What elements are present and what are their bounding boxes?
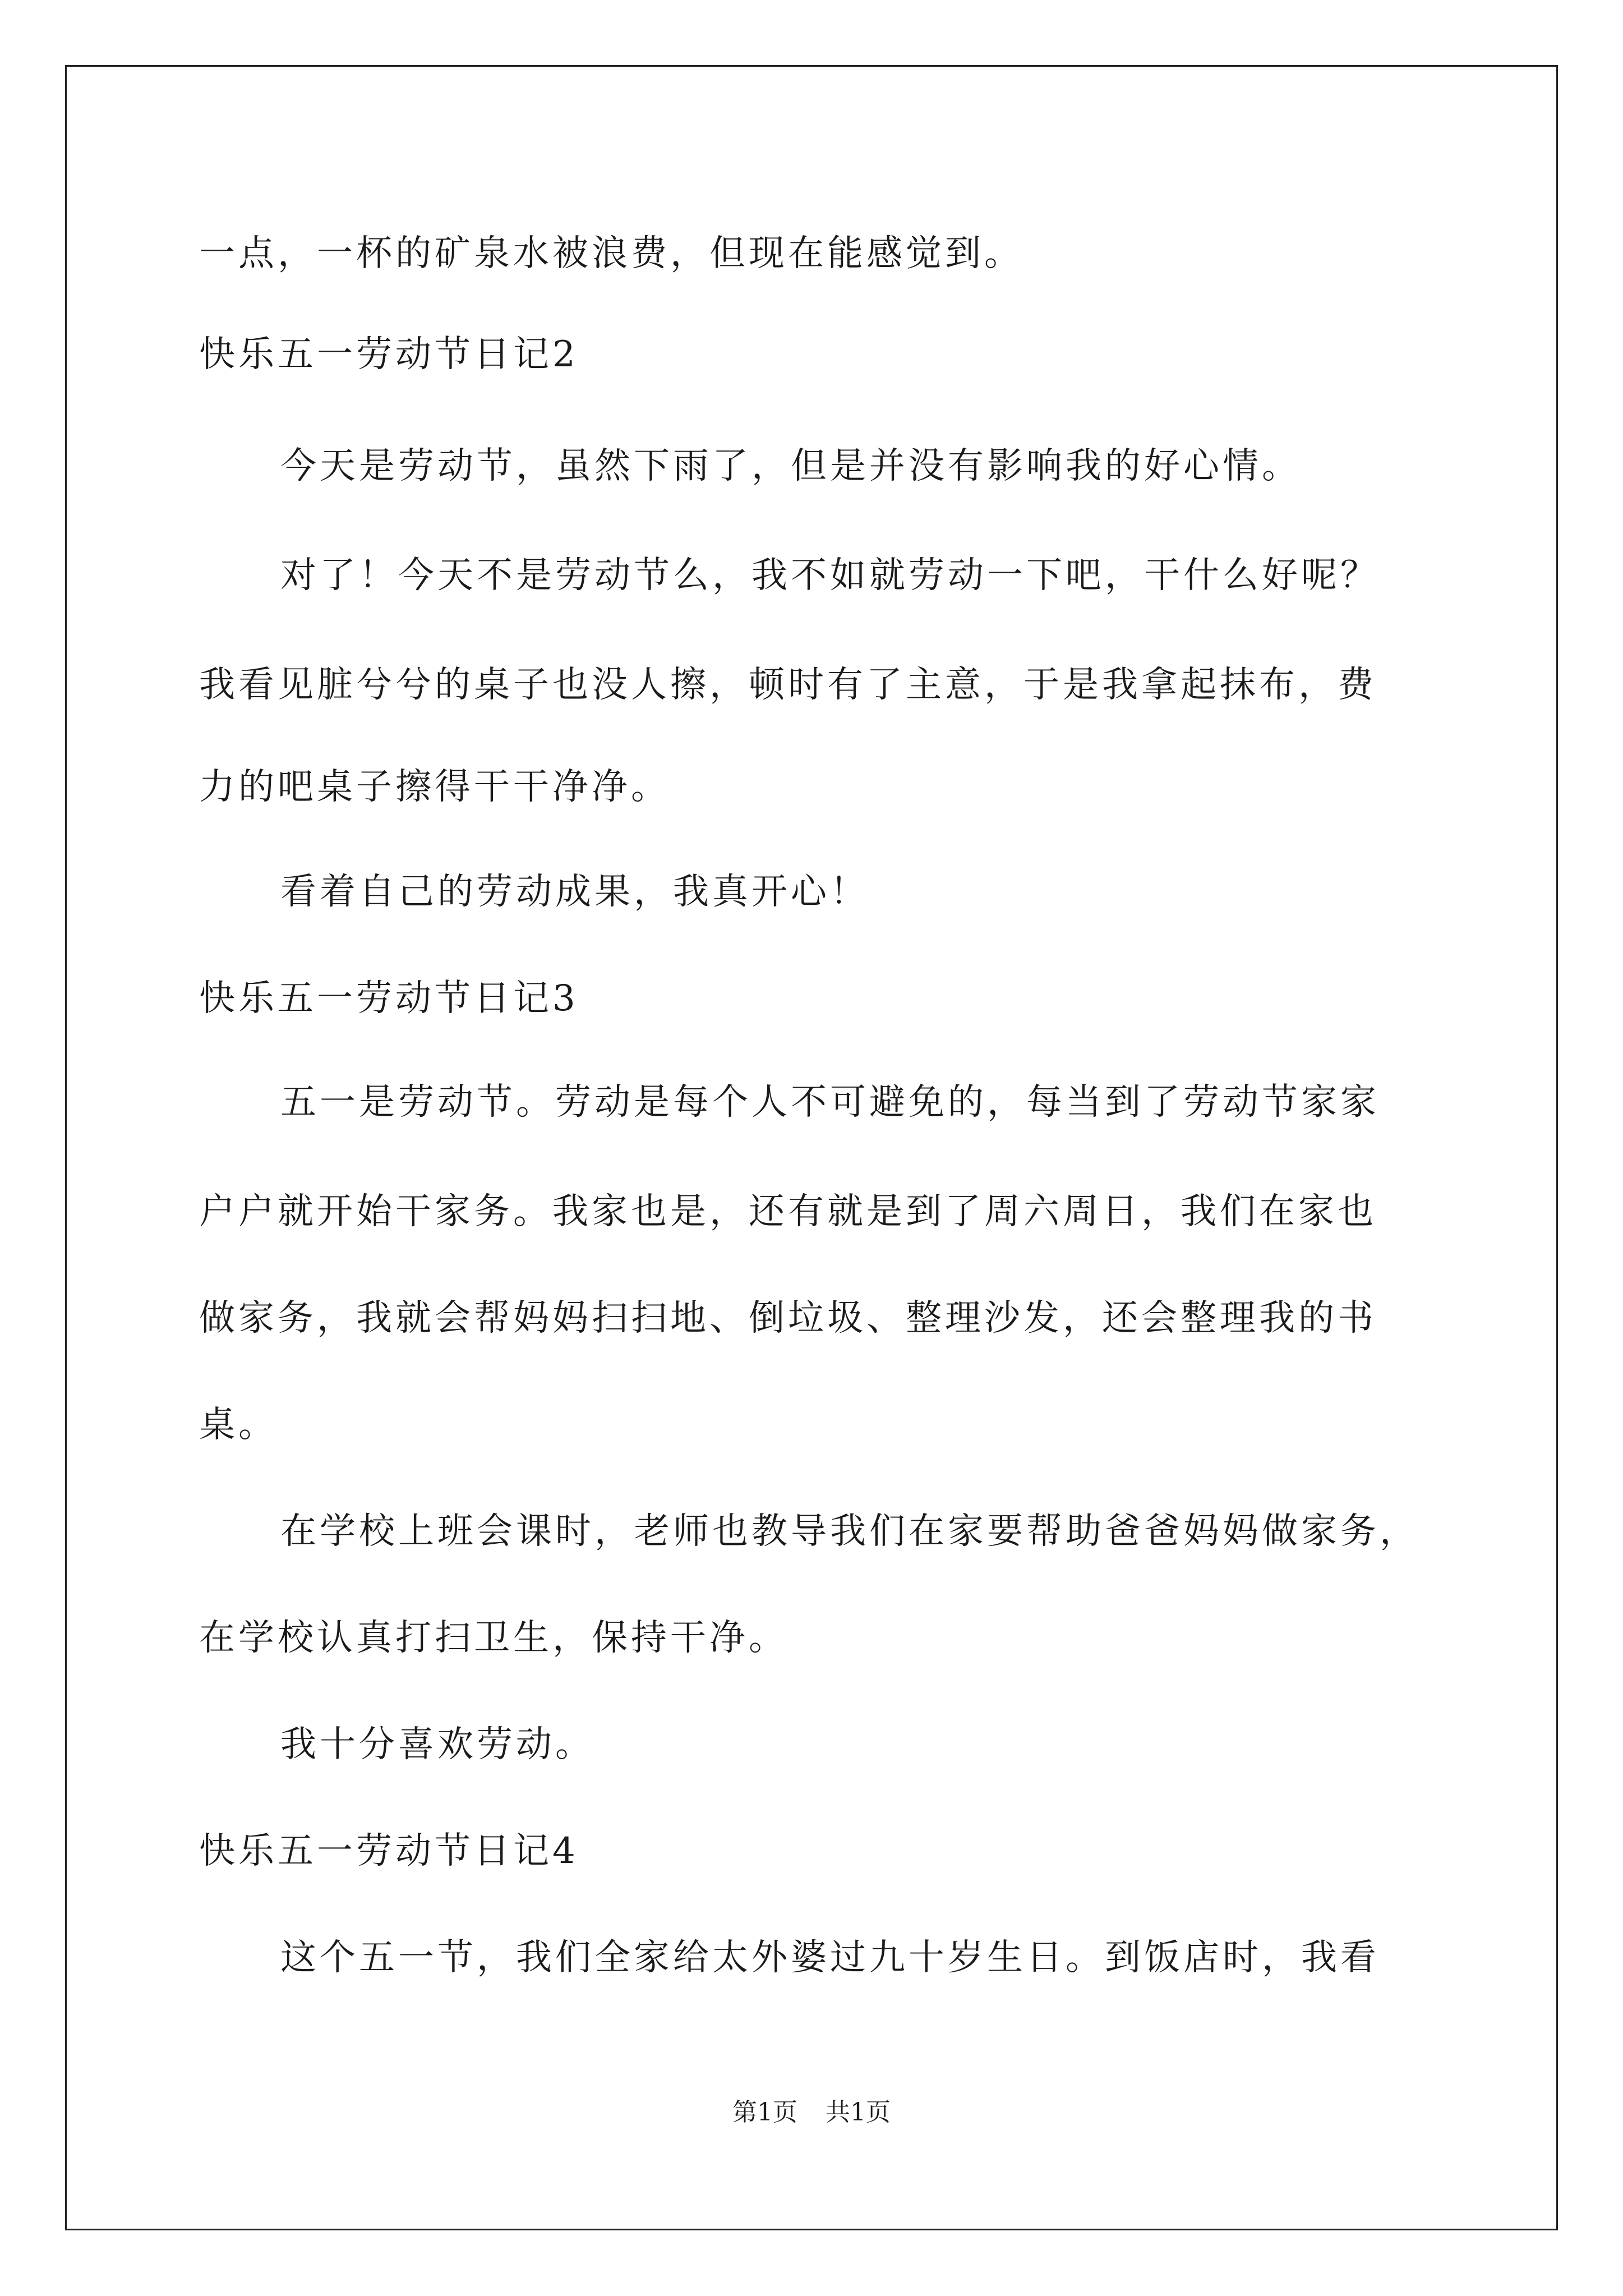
section-heading: 快乐五一劳动节日记3 <box>199 978 579 1019</box>
paragraph-line: 在学校上班会课时，老师也教导我们在家要帮助爸爸妈妈做家务， <box>280 1511 1419 1552</box>
section-heading: 快乐五一劳动节日记2 <box>199 334 579 375</box>
page-total: 共1页 <box>826 2098 891 2127</box>
paragraph-line: 做家务，我就会帮妈妈扫扫地、倒垃圾、整理沙发，还会整理我的书 <box>199 1297 1377 1339</box>
paragraph-line: 在学校认真打扫卫生，保持干净。 <box>199 1617 788 1659</box>
page-number: 第1页 <box>732 2098 797 2127</box>
paragraph-line: 我十分喜欢劳动。 <box>280 1724 594 1765</box>
section-heading: 快乐五一劳动节日记4 <box>199 1830 579 1872</box>
paragraph-line: 我看见脏兮兮的桌子也没人擦，顿时有了主意，于是我拿起抹布，费 <box>199 664 1377 706</box>
paragraph-line: 对了！今天不是劳动节么，我不如就劳动一下吧，干什么好呢？ <box>280 555 1380 596</box>
paragraph-line: 这个五一节，我们全家给太外婆过九十岁生日。到饭店时，我看 <box>280 1937 1380 1978</box>
paragraph-line: 户户就开始干家务。我家也是，还有就是到了周六周日，我们在家也 <box>199 1191 1377 1232</box>
paragraph-line: 五一是劳动节。劳动是每个人不可避免的，每当到了劳动节家家 <box>280 1082 1380 1123</box>
paragraph-line: 一点，一杯的矿泉水被浪费，但现在能感觉到。 <box>199 233 1023 274</box>
paragraph-line: 力的吧桌子擦得干干净净。 <box>199 766 670 808</box>
paragraph-line: 桌。 <box>199 1404 278 1446</box>
page-border <box>65 65 1558 2230</box>
paragraph-line: 今天是劳动节，虽然下雨了，但是并没有影响我的好心情。 <box>280 445 1301 487</box>
paragraph-line: 看着自己的劳动成果，我真开心！ <box>280 871 869 913</box>
page-footer <box>0 2097 1623 2128</box>
